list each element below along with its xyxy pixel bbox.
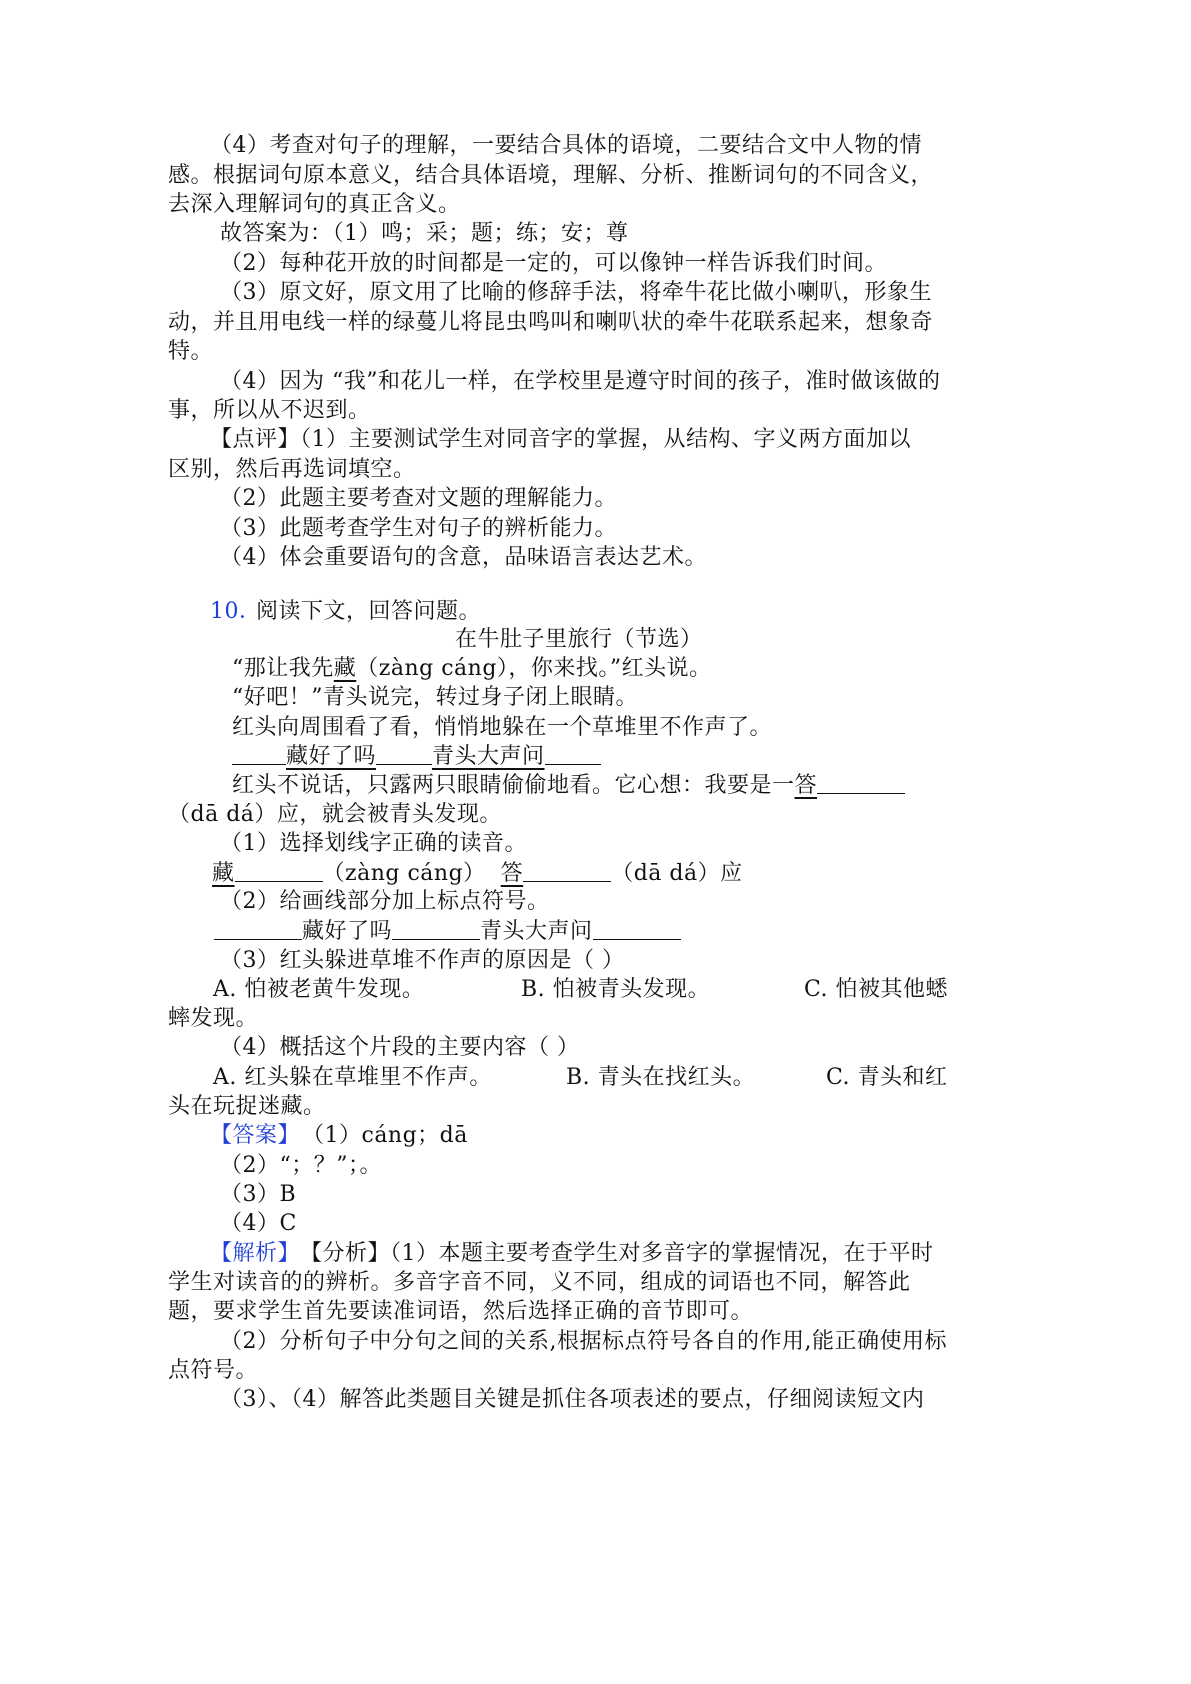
answer-text: 故答案为：（1）鸣；采；题；练；安；尊 [220, 221, 629, 246]
text-line [0, 542, 1191, 574]
underlined-word: 答 [500, 861, 524, 886]
passage-text: “好吧！”青头说完，转过身子闭上眼睛。 [232, 685, 638, 710]
underlined-word: 答 [794, 773, 818, 798]
sub-question: （2）给画线部分加上标点符号。 [220, 889, 550, 914]
text-line [0, 1326, 1191, 1358]
answer-text: （3）B [220, 1182, 297, 1207]
answer-text: （2）“；？”；。 [220, 1153, 382, 1178]
sub-question: （4）概括这个片段的主要内容（ ） [220, 1035, 580, 1060]
text-line [0, 682, 1191, 714]
phrase-text: 藏好了吗 [302, 919, 393, 944]
analysis-text: 题，要求学生首先要读准词语，然后选择正确的音节即可。 [168, 1299, 754, 1324]
text-line [0, 218, 1191, 250]
answer-blank[interactable] [392, 915, 480, 940]
underlined-phrase: 青头大声问 [432, 744, 545, 769]
text-line [0, 189, 1191, 221]
option-a[interactable]: A. 怕被老黄牛发现。 [213, 977, 425, 1002]
answer-text: 事，所以从不迟到。 [168, 398, 371, 423]
analysis-text: （2）分析句子中分句之间的关系,根据标点符号各自的作用,能正确使用标 [220, 1329, 947, 1354]
option-c[interactable]: C. 怕被其他蟋 [804, 977, 949, 1002]
pinyin-options: （dā dá）应 [611, 861, 743, 886]
answer-tag: 【答案】 [210, 1123, 301, 1148]
passage-text: （zàng cáng），你来找。”红头说。 [356, 656, 712, 681]
review-text: 区别，然后再选词填空。 [168, 457, 416, 482]
text-line [0, 945, 1191, 977]
paragraph-text: 去深入理解词句的真正含义。 [168, 192, 461, 217]
text-line [0, 1384, 1191, 1416]
option-continuation: 头在玩捉迷藏。 [168, 1094, 326, 1119]
text-line [0, 513, 1191, 545]
text-line [0, 1179, 1191, 1211]
passage-text: 红头不说话，只露两只眼睛偷偷地看。它心想：我要是一 [232, 773, 795, 798]
review-text: 【点评】（1）主要测试学生对同音字的掌握，从结构、字义两方面加以 [210, 427, 911, 452]
answer-blank[interactable] [593, 915, 681, 940]
text-line [0, 624, 1191, 656]
answer-text: （1）cáng；dā [302, 1123, 468, 1148]
text-line [0, 277, 1191, 309]
option-continuation: 蟀发现。 [168, 1006, 259, 1031]
analysis-text: 学生对读音的的辨析。多音字音不同，义不同，组成的词语也不同，解答此 [168, 1270, 911, 1295]
text-line [0, 1003, 1191, 1035]
answer-text: （4）C [220, 1211, 297, 1236]
text-line [0, 248, 1191, 280]
text-line [0, 799, 1191, 831]
text-line [0, 483, 1191, 515]
text-line [0, 653, 1191, 685]
blank-line [545, 740, 601, 765]
option-a[interactable]: A. 红头躲在草堆里不作声。 [213, 1065, 492, 1090]
text-line [0, 424, 1191, 456]
answer-blank[interactable] [523, 857, 611, 882]
text-line [0, 454, 1191, 486]
text-line [0, 1296, 1191, 1328]
underlined-word: 藏 [333, 656, 357, 681]
text-line [0, 1120, 1191, 1152]
phrase-text: 青头大声问 [480, 919, 593, 944]
options-line [0, 1062, 1191, 1094]
blank-line [232, 740, 286, 765]
analysis-text: （3）、（4）解答此类题目关键是抓住各项表述的要点，仔细阅读短文内 [220, 1387, 925, 1412]
pinyin-options: （zàng cáng） [322, 861, 486, 886]
option-b[interactable]: B. 怕被青头发现。 [521, 977, 711, 1002]
blank-line [817, 769, 905, 794]
passage-text: （dā dá）应，就会被青头发现。 [168, 802, 502, 827]
paragraph-text: 感。根据词句原本意义，结合具体语境，理解、分析、推断词句的不同含义， [168, 163, 934, 188]
text-line [0, 1032, 1191, 1064]
text-line [0, 160, 1191, 192]
answer-text: （2）每种花开放的时间都是一定的，可以像钟一样告诉我们时间。 [220, 251, 887, 276]
text-line [0, 740, 1191, 772]
text-line [0, 307, 1191, 339]
paragraph-text: （4）考查对句子的理解，一要结合具体的语境，二要结合文中人物的情 [210, 133, 922, 158]
text-line [0, 1091, 1191, 1123]
sub-question: （3）红头躲进草堆不作声的原因是（ ） [220, 948, 625, 973]
passage-text: “那让我先 [232, 656, 334, 681]
text-line [0, 857, 1191, 889]
analysis-text: 点符号。 [168, 1358, 259, 1383]
text-line [0, 130, 1191, 162]
text-line [0, 1355, 1191, 1387]
answer-text: （3）原文好，原文用了比喻的修辞手法，将牵牛花比做小喇叭，形象生 [220, 280, 932, 305]
answer-text: （4）因为 “我”和花儿一样，在学校里是遵守时间的孩子，准时做该做的 [220, 369, 941, 394]
passage-text: 红头向周围看了看，悄悄地躲在一个草堆里不作声了。 [232, 715, 773, 740]
blank-line [376, 740, 432, 765]
option-c[interactable]: C. 青头和红 [826, 1065, 948, 1090]
text-line [0, 1267, 1191, 1299]
analysis-tag: 【解析】 [210, 1241, 301, 1266]
text-line [0, 1150, 1191, 1182]
text-line [0, 828, 1191, 860]
text-line [0, 366, 1191, 398]
option-b[interactable]: B. 青头在找红头。 [566, 1065, 756, 1090]
text-line [0, 336, 1191, 368]
underlined-phrase: 藏好了吗 [286, 744, 377, 769]
passage-title: 在牛肚子里旅行（节选） [455, 627, 703, 652]
answer-text: 特。 [168, 339, 214, 364]
question-prompt: 阅读下文，回答问题。 [256, 599, 482, 624]
review-text: （2）此题主要考查对文题的理解能力。 [220, 486, 617, 511]
underlined-word: 藏 [212, 861, 235, 886]
text-line [0, 1238, 1191, 1270]
text-line [0, 769, 1191, 801]
text-line [0, 915, 1191, 947]
question-number: 10． [210, 599, 262, 624]
answer-blank[interactable] [214, 915, 302, 940]
answer-blank[interactable] [235, 857, 323, 882]
text-line [0, 1208, 1191, 1240]
text-line [0, 395, 1191, 427]
answer-text: 动，并且用电线一样的绿蔓儿将昆虫鸣叫和喇叭状的牵牛花联系起来，想象奇 [168, 310, 934, 335]
options-line [0, 974, 1191, 1006]
review-text: （3）此题考查学生对句子的辨析能力。 [220, 516, 617, 541]
text-line [0, 886, 1191, 918]
analysis-text: 【分析】（1）本题主要考查学生对多音字的掌握情况，在于平时 [300, 1241, 934, 1266]
review-text: （4）体会重要语句的含意，品味语言表达艺术。 [220, 545, 707, 570]
sub-question: （1）选择划线字正确的读音。 [220, 831, 527, 856]
